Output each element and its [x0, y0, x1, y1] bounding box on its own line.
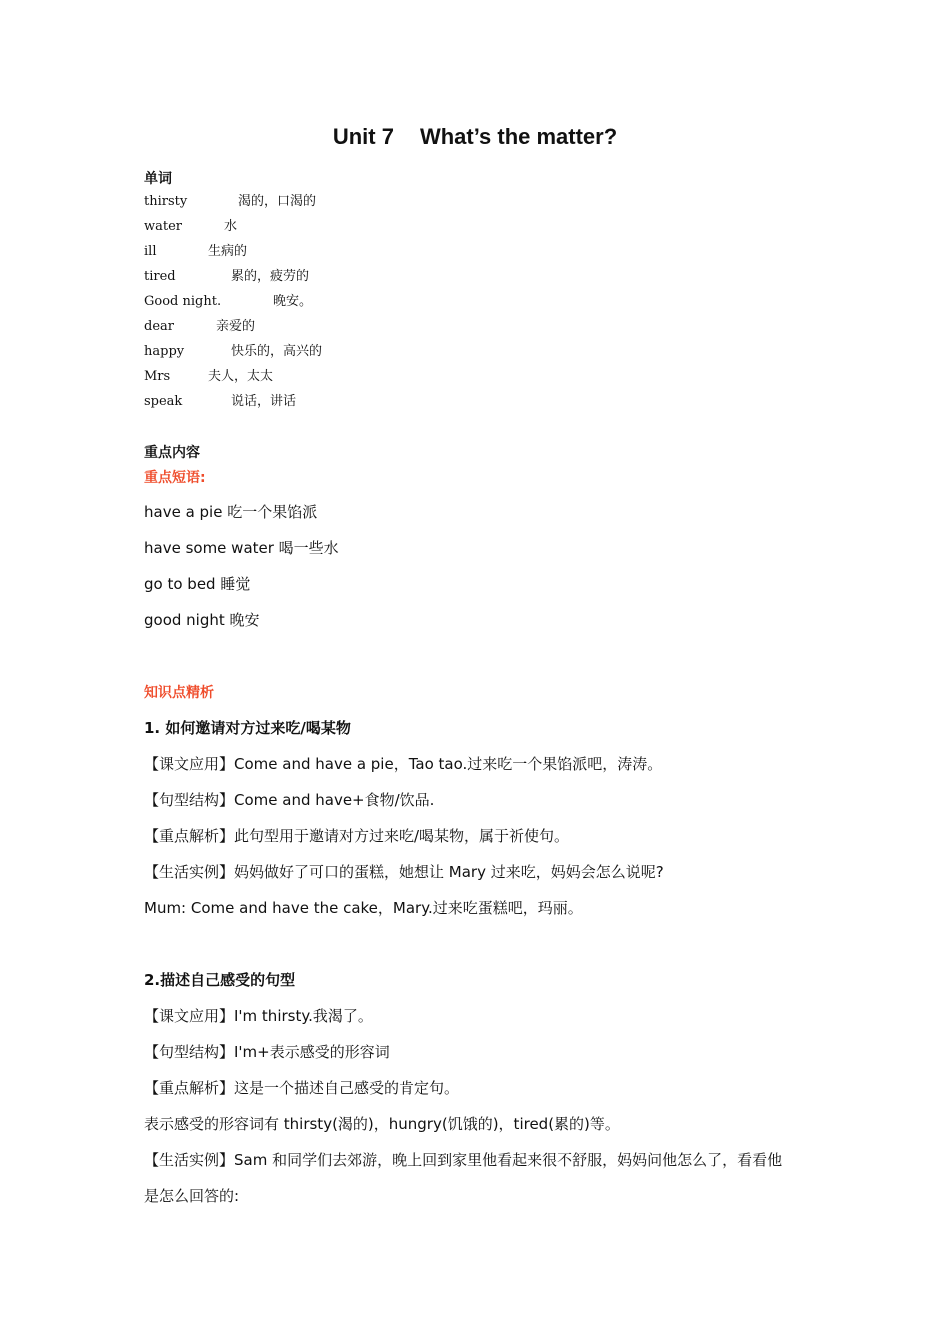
point1-line: 【重点解析】此句型用于邀请对方过来吃/喝某物，属于祈使句。 [144, 827, 570, 845]
point2-line: 【句型结构】I'm+表示感受的形容词 [144, 1043, 390, 1061]
title-unit: Unit 7 [332, 124, 394, 149]
vocab-item [144, 268, 309, 286]
knowledge-heading: 知识点精析 [144, 685, 214, 701]
vocab-item [144, 368, 273, 386]
title-question: What’s the matter? [419, 124, 618, 149]
vocab-item [144, 343, 322, 361]
phrase-item: go to bed 睡觉 [144, 575, 251, 593]
point2-line: 是怎么回答的: [144, 1187, 240, 1205]
vocab-meaning: 亲爱的 [216, 319, 256, 334]
vocab-word: tired [144, 269, 176, 284]
key-content-heading: 重点内容 [144, 445, 200, 461]
vocab-word: ill [144, 244, 157, 259]
point2-line: 【生活实例】Sam 和同学们去郊游，晚上回到家里他看起来很不舒服，妈妈问他怎么了，看看他 [144, 1151, 783, 1169]
vocab-word: happy [144, 344, 185, 359]
vocab-meaning: 水 [224, 219, 238, 234]
vocab-meaning: 晚安。 [273, 294, 313, 309]
point1-heading: 1. 如何邀请对方过来吃/喝某物 [144, 719, 351, 737]
vocab-meaning: 渴的，口渴的 [238, 194, 317, 209]
vocab-meaning: 夫人，太太 [208, 369, 274, 384]
vocab-item [144, 193, 316, 211]
vocab-item [144, 318, 255, 336]
point2-heading: 2.描述自己感受的句型 [144, 971, 296, 989]
point2-line: 【重点解析】这是一个描述自己感受的肯定句。 [144, 1079, 460, 1097]
vocab-word: speak [144, 394, 183, 409]
vocab-word: Good night. [144, 294, 222, 309]
vocab-item [144, 393, 296, 411]
vocab-meaning: 生病的 [208, 244, 248, 259]
point1-line: Mum: Come and have the cake，Mary.过来吃蛋糕吧，玛丽。 [144, 899, 583, 917]
vocab-meaning: 快乐的，高兴的 [231, 344, 323, 359]
vocab-word: Mrs [144, 369, 171, 384]
point1-line: 【句型结构】Come and have+食物/饮品. [144, 791, 435, 809]
vocab-meaning: 说话，讲话 [231, 394, 297, 409]
vocab-word: thirsty [144, 194, 188, 209]
point2-line: 表示感受的形容词有 thirsty(渴的)，hungry(饥饿的)，tired(累的)等。 [144, 1115, 620, 1133]
point1-line: 【生活实例】妈妈做好了可口的蛋糕，她想让 Mary 过来吃，妈妈会怎么说呢? [144, 863, 664, 881]
vocab-item [144, 243, 247, 261]
phrase-item: good night 晚安 [144, 611, 260, 629]
point2-line: 【课文应用】I'm thirsty.我渴了。 [144, 1007, 373, 1025]
phrase-item: have some water 喝一些水 [144, 539, 339, 557]
vocab-meaning: 累的，疲劳的 [231, 269, 310, 284]
point1-line: 【课文应用】Come and have a pie，Tao tao.过来吃一个果馅派吧，涛涛。 [144, 755, 663, 773]
vocab-item [144, 293, 312, 311]
page-title [0, 124, 950, 150]
phrase-item: have a pie 吃一个果馅派 [144, 503, 318, 521]
vocab-word: water [144, 219, 183, 234]
vocab-heading: 单词 [144, 171, 172, 187]
key-phrases-heading: 重点短语: [144, 470, 206, 486]
vocab-item [144, 218, 237, 236]
vocab-word: dear [144, 319, 174, 334]
